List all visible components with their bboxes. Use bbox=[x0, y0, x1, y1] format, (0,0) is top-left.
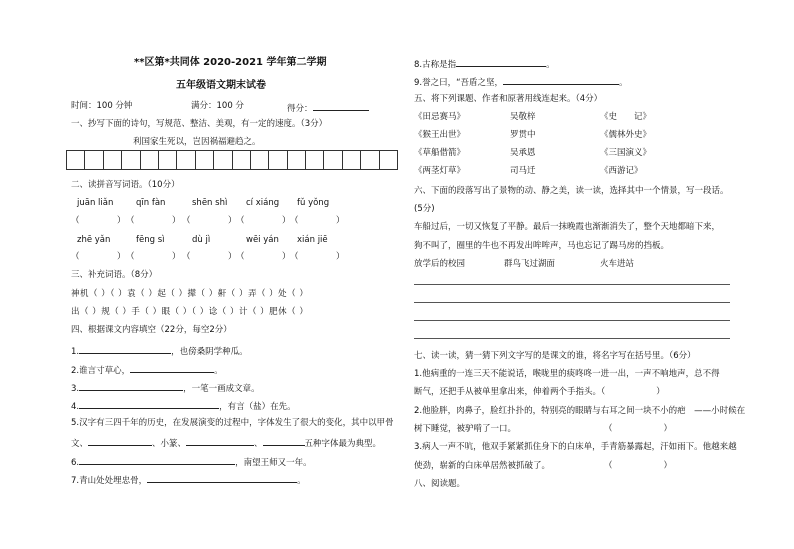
answer-paren-close: ） bbox=[282, 252, 291, 262]
q7-blank[interactable] bbox=[147, 473, 297, 483]
answer-paren-close: ） bbox=[117, 252, 126, 262]
answer-paren-open: （ bbox=[290, 252, 299, 262]
pinyin-item: shēn shì bbox=[192, 198, 228, 208]
idiom-row-2: 出（ ）规（ ）手（ ）眼（ ）（ ）谂（ ）计（ ）肥休（ ） bbox=[71, 307, 309, 317]
grid-cell[interactable] bbox=[85, 151, 103, 169]
writing-line[interactable] bbox=[414, 284, 730, 285]
answer-paren-close: ） bbox=[282, 216, 291, 226]
idiom-row-1: 神机（ ）（ ）袁（ ）起（ ）撵（ ）鼾（ ）弄（ ）处（ ） bbox=[71, 289, 309, 299]
scene-paragraph-2: 狗不叫了，圈里的牛也不再发出哞哞声，马也忘记了踢马房的挡板。 bbox=[414, 241, 670, 251]
pinyin-item: qīn fàn bbox=[136, 198, 166, 208]
fill-q2 bbox=[71, 363, 223, 376]
pinyin-item: zhē yǎn bbox=[77, 235, 111, 245]
answer-paren-open: （ bbox=[126, 216, 135, 226]
pinyin-item: xián jiē bbox=[297, 235, 328, 245]
match-title: 《田忌赛马》 bbox=[414, 112, 466, 122]
grid-cell[interactable] bbox=[269, 151, 287, 169]
answer-paren-open: （ bbox=[126, 252, 135, 262]
q1-num: 1. bbox=[71, 347, 80, 357]
grid-cell[interactable] bbox=[343, 151, 361, 169]
poem-sentence: 利国家生死以，岂因祸福避趋之。 bbox=[133, 137, 261, 147]
pinyin-item: dù jì bbox=[192, 235, 211, 245]
fill-q9 bbox=[414, 75, 628, 88]
section8-heading: 八、阅读题。 bbox=[414, 479, 466, 489]
grid-cell[interactable] bbox=[67, 151, 85, 169]
section1-heading: 一、抄写下面的诗句，写规范、整洁、美观，有一定的速度。（3分） bbox=[71, 119, 328, 129]
exam-title: **区第*共同体 2020-2021 学年第二学期 bbox=[134, 57, 327, 68]
q1-text: ，也傍桑阴学种瓜。 bbox=[171, 347, 248, 357]
q6-blank[interactable] bbox=[79, 455, 235, 465]
q5-b: 、小篆、 bbox=[152, 439, 187, 449]
answer-paren-close: ） bbox=[336, 216, 345, 226]
q9-text: 9.誉之曰，“吾盾之坚， bbox=[414, 78, 504, 88]
q7-end: 。 bbox=[297, 476, 306, 486]
match-book: 《三国演义》 bbox=[600, 148, 652, 158]
answer-paren-open: （ bbox=[236, 252, 245, 262]
grid-cell[interactable] bbox=[159, 151, 177, 169]
grid-cell[interactable] bbox=[177, 151, 195, 169]
exam-subtitle: 五年级语文期末试卷 bbox=[176, 80, 266, 91]
q8-text: 8.古称是指 bbox=[414, 60, 457, 70]
writing-line[interactable] bbox=[414, 320, 730, 321]
pinyin-item: cí xiáng bbox=[246, 198, 280, 208]
q2-blank[interactable] bbox=[130, 363, 214, 373]
match-author: 吴承恩 bbox=[510, 148, 536, 158]
pinyin-item: fēng sì bbox=[136, 235, 165, 245]
grid-cell[interactable] bbox=[233, 151, 251, 169]
q6-num: 6. bbox=[71, 458, 80, 468]
grid-cell[interactable] bbox=[214, 151, 232, 169]
match-title: 《猴王出世》 bbox=[414, 130, 466, 140]
scene-option-2: 群鸟飞过湖面 bbox=[504, 259, 556, 269]
guess-q3-line2: 使劲，崭新的白床单居然被抓破了。 bbox=[414, 461, 551, 471]
answer-paren-open: （ bbox=[182, 216, 191, 226]
match-book: 《史 记》 bbox=[600, 112, 652, 122]
q5-d: 五种字体最为典型。 bbox=[304, 439, 382, 449]
full-score-label: 满分：100 分 bbox=[191, 101, 244, 111]
score-field bbox=[287, 101, 369, 114]
fill-q5-line2 bbox=[71, 436, 381, 449]
answer-paren-close: ） bbox=[228, 252, 237, 262]
match-title: 《两茎灯草》 bbox=[414, 166, 466, 176]
writing-line[interactable] bbox=[414, 302, 730, 303]
grid-cell[interactable] bbox=[141, 151, 159, 169]
fill-q4 bbox=[71, 399, 296, 412]
match-title: 《草船借箭》 bbox=[414, 148, 466, 158]
answer-paren-open: （ bbox=[182, 252, 191, 262]
q9-blank[interactable] bbox=[503, 75, 619, 85]
grid-cell[interactable] bbox=[251, 151, 269, 169]
grid-cell[interactable] bbox=[122, 151, 140, 169]
grid-cell[interactable] bbox=[324, 151, 342, 169]
fill-q6 bbox=[71, 455, 312, 468]
q1-blank[interactable] bbox=[79, 344, 171, 354]
q8-end: 。 bbox=[546, 60, 555, 70]
grid-cell[interactable] bbox=[306, 151, 324, 169]
grid-cell[interactable] bbox=[104, 151, 122, 169]
answer-paren-open: （ bbox=[71, 252, 80, 262]
grid-cell[interactable] bbox=[196, 151, 214, 169]
q4-num: 4. bbox=[71, 402, 80, 412]
guess-q2-line1: 2.他脸胖，肉鼻子，脸红扑扑的，特别亮的眼睛与右耳之间一块不小的疤 ——小时候在 bbox=[414, 406, 746, 416]
section3-heading: 三、补充词语。（8分） bbox=[71, 270, 158, 280]
fill-q3 bbox=[71, 381, 260, 394]
answer-paren-close: ） bbox=[336, 252, 345, 262]
answer-paren-close: ） bbox=[172, 216, 181, 226]
q5-c: 、 bbox=[254, 439, 263, 449]
section4-heading: 四、根据课文内容填空（22分，每空2分） bbox=[71, 325, 232, 335]
pinyin-item: fǔ yǒng bbox=[297, 198, 330, 208]
q5-blank-3[interactable] bbox=[263, 436, 305, 446]
scene-paragraph-1: 车船过后，一切又恢复了平静。最后一抹晚霞也渐渐消失了，整个天地都暗下来， bbox=[414, 222, 721, 232]
answer-paren-close: ） bbox=[228, 216, 237, 226]
answer-paren-close: ） bbox=[172, 252, 181, 262]
q5-a: 文、 bbox=[71, 439, 89, 449]
q5-blank-2[interactable] bbox=[186, 436, 254, 446]
q6-text: ，南望王师又一年。 bbox=[235, 458, 312, 468]
answer-paren-open: （ bbox=[290, 216, 299, 226]
guess-q3-answer[interactable]: （ ） bbox=[604, 461, 673, 471]
q3-text: ，一笔一画成文章。 bbox=[183, 384, 260, 394]
writing-line[interactable] bbox=[414, 338, 730, 339]
fill-q7 bbox=[71, 473, 306, 486]
q4-blank[interactable] bbox=[79, 399, 219, 409]
match-author: 吴敬梓 bbox=[510, 112, 536, 122]
grid-cell[interactable] bbox=[361, 151, 379, 169]
section7-heading: 七、读一读，猜一猜下列文字写的是课文的谁，将名字写在括号里。（6分） bbox=[414, 351, 696, 361]
answer-paren-open: （ bbox=[236, 216, 245, 226]
score-blank bbox=[313, 101, 369, 111]
answer-paren-open: （ bbox=[71, 216, 80, 226]
q3-num: 3. bbox=[71, 384, 80, 394]
q3-blank[interactable] bbox=[79, 381, 183, 391]
section2-heading: 二、读拼音写词语。（10分） bbox=[71, 180, 180, 190]
guess-q2-line2: 树下睡觉，被驴啃了一口。 bbox=[414, 424, 517, 434]
pinyin-item: juān liǎn bbox=[77, 198, 114, 208]
fill-q8 bbox=[414, 57, 555, 70]
scene-option-1: 放学后的校园 bbox=[414, 259, 466, 269]
grid-cell[interactable] bbox=[288, 151, 306, 169]
fill-q1 bbox=[71, 344, 248, 357]
fill-q5-line1: 5.汉字有三四千年的历史，在发展演变的过程中，字体发生了很大的变化，其中以甲骨 bbox=[71, 418, 394, 428]
guess-q2-answer[interactable]: （ ） bbox=[604, 424, 673, 434]
grid-cell[interactable] bbox=[380, 151, 397, 169]
q9-end: 。 bbox=[619, 78, 628, 88]
q2-text: 2.谁言寸草心， bbox=[71, 366, 131, 376]
time-label: 时间：100 分钟 bbox=[71, 101, 133, 111]
q5-blank-1[interactable] bbox=[88, 436, 152, 446]
section6-heading: 六、下面的段落写出了景物的动、静之美，读一读，选择其中一个情景，写一段话。 bbox=[414, 186, 729, 196]
score-label: 得分： bbox=[287, 104, 313, 114]
q7-text: 7.青山处处埋忠骨， bbox=[71, 476, 148, 486]
guess-q1-line1: 1.他病重的一连三天不能说话，喉咙里的痰咚咚一进一出，一声不响地声，总不得 bbox=[414, 369, 720, 379]
scene-option-3: 火车进站 bbox=[600, 259, 635, 269]
q2-end: 。 bbox=[214, 366, 223, 376]
match-book: 《西游记》 bbox=[600, 166, 643, 176]
match-book: 《儒林外史》 bbox=[600, 130, 652, 140]
match-author: 司马迁 bbox=[510, 166, 536, 176]
guess-q3-line1: 3.病人一声不吭，他双手紧紧抓住身下的白床单，手青筋暴露起，汗如雨下。他越来越 bbox=[414, 442, 737, 452]
match-author: 罗贯中 bbox=[510, 130, 536, 140]
q8-blank[interactable] bbox=[456, 57, 546, 67]
q4-text: ，有言（盐）在先。 bbox=[219, 402, 296, 412]
section5-heading: 五、将下列课题、作者和原著用线连起来。（4分） bbox=[414, 94, 603, 104]
answer-paren-close: ） bbox=[117, 216, 126, 226]
writing-grid bbox=[66, 150, 398, 170]
section6-score: (5分) bbox=[414, 204, 435, 214]
guess-q1-line2: 断气，还把手从被单里拿出来，伸着两个手指头。（ ） bbox=[414, 387, 665, 397]
pinyin-item: wēi yán bbox=[246, 235, 279, 245]
